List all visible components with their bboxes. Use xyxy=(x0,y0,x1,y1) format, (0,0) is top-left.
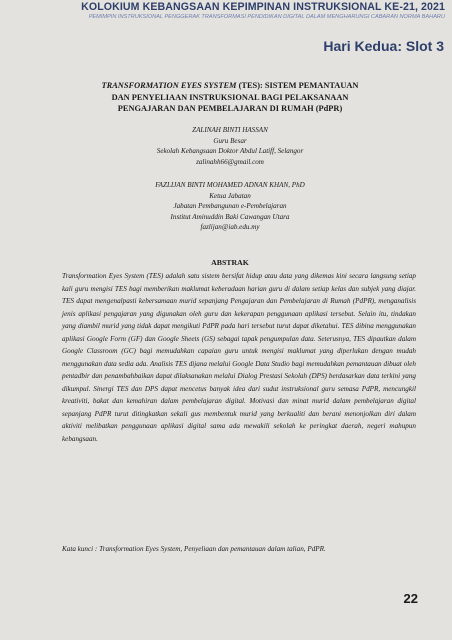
author-block-1 xyxy=(60,125,400,167)
abstract-heading: ABSTRAK xyxy=(211,258,249,267)
author-email: fazlijan@iab.edu.my xyxy=(200,223,260,232)
author-affiliation: Jabatan Pembangunan e-Pembelajaran xyxy=(173,202,287,211)
author-block-2 xyxy=(60,180,400,233)
keywords: Kata kunci : Transformation Eyes System, Penyeliaan dan pemantauan dalam talian, PdPR. xyxy=(62,545,326,553)
header-subtitle: PEMIMPIN INSTRUKSIONAL PENGGERAK TRANSFORMASI PENDIDIKAN DIGITAL DALAM MENGHARUNGI CABARAN NORMA BAHARU xyxy=(88,14,445,20)
author-affiliation-2: Institut Aminuddin Baki Cawangan Utara xyxy=(170,212,290,221)
page-header xyxy=(0,0,452,27)
page-number: 22 xyxy=(403,591,418,606)
author-name: FAZLIJAN BINTI MOHAMED ADNAN KHAN, PhD xyxy=(155,181,305,189)
author-role: Guru Besar xyxy=(213,136,247,145)
author-affiliation: Sekolah Kebangsaan Doktor Abdul Latiff, Selangor xyxy=(156,147,304,156)
abstract-body: Transformation Eyes System (TES) adalah satu sistem bersifat hidup atau data yang dikemas kini secara langsung setiap kali guru mengisi TES bagi memberikan maklumat keberadaan harian guru di dalam setiap kelas dan subjek yang diajar. TES dapat mengenalpasti kebersamaan murid sepanjang Pengajaran dan Pembelajaran di Rumah (PdPR), menganalisis jenis aplikasi pengajaran yang digunakan oleh guru dan kekerapan penggunaan aplikasi tersebut. Selain itu, tindakan yang diambil murid yang tidak dapat mengikuti PdPR pada hari tersebut turut dapat diketahui. TES dibina menggunakan aplikasi Google Form (GF) dan Google Sheets (GS) sebagai tapak pengumpulan data. Seterusnya, TES dipautkan dalam Google Classroom (GC) bagi memudahkan capaian guru untuk mengisi maklumat yang diperlukan dengan mudah menggunakan data sedia ada. Analisis TES dijana melalui Google Data Studio bagi memudahkan pemantauan dibuat oleh pentadbir dan penambahbaikan dapat dilaksanakan melalui Dialog Prestasi Sekolah (DPS) berdasarkan data terkini yang dikumpul. Sinergi TES dan DPS dapat mencetus banyak idea dari sudut instruksional guru semasa PdPR, mencungkil kreativiti, bakat dan kemahiran dalam pembelajaran digital. Motivasi dan minat murid dalam pembelajaran digital sepanjang PdPR turut ditingkatkan sekali gus membentuk murid yang berkualiti dan berani menonjolkan diri dalam aktiviti melibatkan penggunaan aplikasi digital sama ada mewakili sekolah ke peringkat daerah, negeri mahupun kebangsaan. xyxy=(62,272,416,443)
author-email: zalinahh66@gmail.com xyxy=(196,157,264,166)
slot-label: Hari Kedua: Slot 3 xyxy=(323,38,444,54)
title-line-2: DAN PENYELIAAN INSTRUKSIONAL BAGI PELAKSANAAN xyxy=(111,92,349,102)
title-line-1 xyxy=(50,80,410,92)
title-italic-part: TRANSFORMATION EYES SYSTEM xyxy=(101,81,237,90)
author-role: Ketua Jabatan xyxy=(209,191,251,200)
header-title: KOLOKIUM KEBANGSAAN KEPIMPINAN INSTRUKSIONAL KE-21, 2021 xyxy=(81,1,445,13)
paper-title xyxy=(50,80,410,115)
author-name: ZALINAH BINTI HASSAN xyxy=(192,126,268,134)
title-line-3: PENGAJARAN DAN PEMBELAJARAN DI RUMAH (PdPR) xyxy=(117,104,343,114)
title-line-1-rest: (TES): SISTEM PEMANTAUAN xyxy=(236,81,359,90)
